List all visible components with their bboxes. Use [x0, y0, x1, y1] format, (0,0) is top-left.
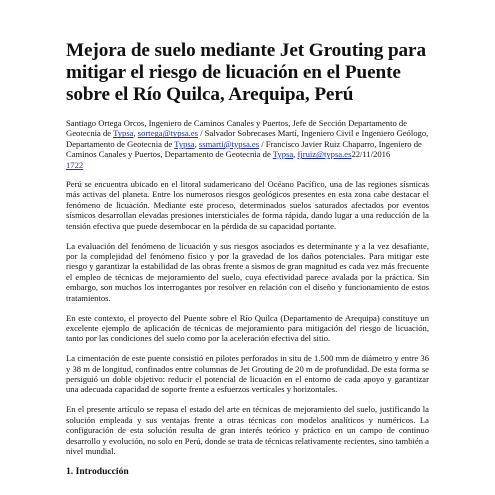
author-1-separator: ,	[133, 128, 138, 139]
section-heading-introduction: 1. Introducción	[66, 465, 129, 477]
author-3-separator: ,	[293, 149, 298, 160]
author-3-text: / Francisco Javier Ruiz Chaparro, Ingeniero de Caminos Canales y Puertos, Departamento de Geotecnia de	[66, 138, 422, 160]
author-2-text: / Salvador Sobrecases Martí, Ingeniero Civil e Ingeniero Geólogo, Departamento de Geotecnia de	[66, 128, 429, 149]
author-2-email-link[interactable]: ssmarti@typsa.es	[198, 138, 260, 149]
article-id-link[interactable]: 1722	[66, 159, 84, 170]
author-2-separator: ,	[194, 138, 199, 149]
author-block	[66, 118, 429, 170]
body-paragraph-4: La cimentación de este puente consistió en pilotes perforados in situ de 1.500 mm de diámetro y entre 36 y 38 m de longitud, confinados entre columnas de Jet Grouting de 20 m de profundidad. De esta forma se persiguió un doble objetivo: reducir el potencial de licuación en el entorno de cada apoyo y garantizar una adecuada capacidad de soporte frente a esfuerzos verticales y horizontales.	[66, 353, 429, 395]
author-1-text: Santiago Ortega Orcos, Ingeniero de Caminos Canales y Puertos, Jefe de Sección Departamento de Geotecnia de	[66, 118, 408, 139]
author-2-company-link[interactable]: Typsa	[174, 138, 195, 149]
publication-date: 22/11/2016	[351, 149, 391, 160]
body-paragraph-2: La evaluación del fenómeno de licuación y sus riesgos asociados es determinante y a la vez desafiante, por la complejidad del fenómeno físico y por la gravedad de los daños potenciales. Para mitigar este riesgo y garantizar la estabilidad de las obras frente a sismos de gran magnitud es cada vez más frecuente el empleo de técnicas de mejoramiento del suelo, cuya efectividad parece avalada por la práctica. Sin embargo, son muchos los interrogantes por resolver en relación con el diseño y funcionamiento de estos tratamientos.	[66, 240, 429, 303]
author-1-company-link[interactable]: Typsa	[113, 128, 134, 139]
body-paragraph-1: Perú se encuentra ubicado en el litoral sudamericano del Océano Pacífico, una de las regiones sísmicas más activas del planeta. Entre los numerosos riesgos geológicos presentes en esta zona cabe destacar el fenómeno de licuación. Mediante este proceso, determinados suelos saturados afectados por eventos sísmicos desarrollan elevadas presiones intersticiales de forma rápida, dando lugar a una reducción de la tensión efectiva que puede desembocar en la pérdida de su capacidad portante.	[66, 179, 429, 231]
author-1-email-link[interactable]: sortega@typsa.es	[137, 128, 198, 139]
body-paragraph-5: En el presente artículo se repasa el estado del arte en técnicas de mejoramiento del suelo, justificando la solución empleada y sus ventajas frente a otras técnicas con modelos analíticos y numéricos. La configuración de esta solución resulta de gran interés teórico y práctico en un campo de continuo desarrollo y evolución, no solo en Perú, donde se trata de técnicas relativamente recientes, sino también a nivel mundial.	[66, 404, 429, 456]
author-3-email-link[interactable]: fjruiz@typsa.es	[297, 149, 352, 160]
paper-title: Mejora de suelo mediante Jet Grouting para mitigar el riesgo de licuación en el Puente sobre el Río Quilca, Arequipa, Perú	[66, 40, 426, 105]
body-paragraph-3: En este contexto, el proyecto del Puente sobre el Río Quilca (Departamento de Arequipa) constituye un excelente ejemplo de aplicación de técnicas de mejoramiento para mitigación del riesgo de licuación, tanto por las condiciones del suelo como por la aceleración efectiva del sitio.	[66, 312, 429, 344]
author-3-company-link[interactable]: Typsa	[272, 149, 294, 160]
